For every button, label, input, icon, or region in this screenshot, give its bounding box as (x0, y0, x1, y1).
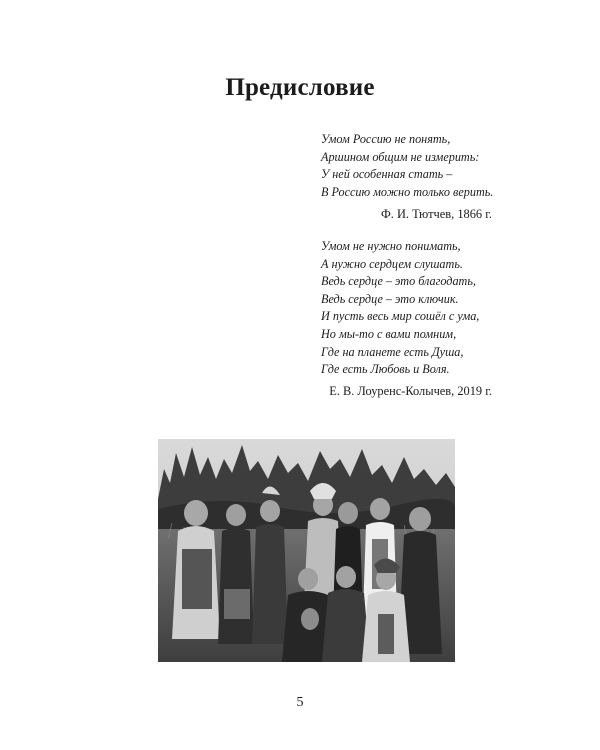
poem-line: Аршином общим не измерить: (321, 149, 480, 164)
epigraph-tyutchev (321, 131, 506, 201)
poem-line: Умом не нужно понимать, (321, 239, 461, 253)
poem-line: И пусть весь мир сошёл с ума, (321, 309, 480, 324)
poem-line: В Россию можно только верить. (321, 184, 494, 199)
page-title: Предисловие (225, 74, 375, 101)
group-photo (158, 439, 455, 662)
poem-line: Ведь сердце – это благодать, (321, 274, 476, 289)
poem-line: А нужно сердцем слушать. (321, 256, 463, 271)
group-photo-illustration (158, 439, 455, 662)
poem-line: Ведь сердце – это ключик. (321, 291, 459, 306)
poem-line: Где есть Любовь и Воля. (321, 362, 450, 377)
epigraph-attribution-tyutchev: Ф. И. Тютчев, 1866 г. (380, 207, 492, 221)
page-number: 5 (296, 695, 304, 710)
epigraph-attribution-lourens: Е. В. Лоуренс-Колычев, 2019 г. (329, 384, 492, 398)
poem-line: Умом Россию не понять, (321, 132, 451, 146)
poem-line: Но мы-то с вами помним, (321, 326, 457, 341)
epigraph-lourens (321, 238, 506, 379)
poem-line: Где на планете есть Душа, (321, 344, 464, 359)
poem-line: У ней особенная стать – (321, 167, 453, 182)
